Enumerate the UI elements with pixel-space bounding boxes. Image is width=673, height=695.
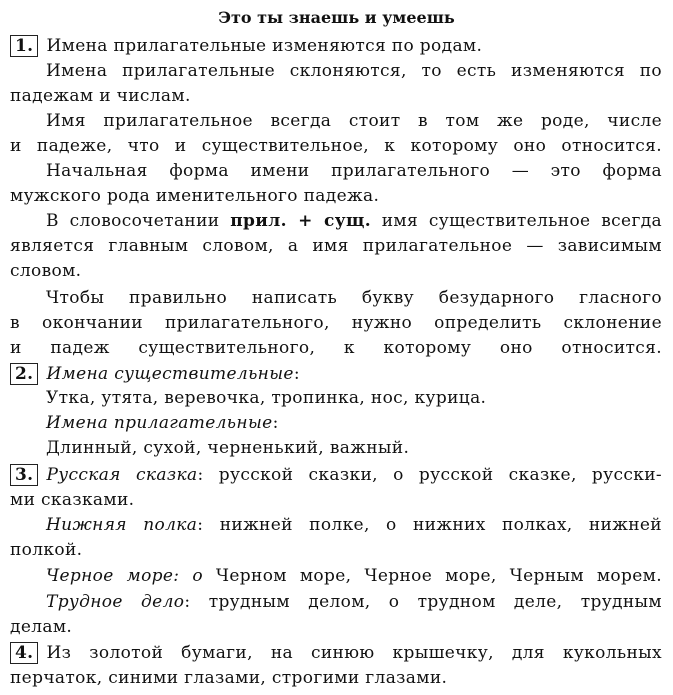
s2-heading-1: 2. Имена существительные: bbox=[10, 362, 662, 386]
exercise-number-2: 2. bbox=[10, 363, 38, 385]
s3-line-b2: полкой. bbox=[10, 540, 83, 560]
s1-p4-line-2: мужского рода именительного падежа. bbox=[10, 186, 380, 206]
s3-line-a1: 3. Русская сказка: русской сказки, о русской сказке, русски- bbox=[10, 463, 662, 487]
page-title: Это ты знаешь и умеешь bbox=[218, 8, 455, 27]
s1-p5-line-1: В словосочетании прил. + сущ. имя существительное всегда bbox=[46, 211, 662, 231]
s1-p5-line-2: является главным словом, а имя прилагательное — зависимым bbox=[10, 236, 662, 256]
s1-p5-line-3: словом. bbox=[10, 261, 82, 281]
s3-line-d1: Трудное дело: трудным делом, о трудном деле, трудным bbox=[46, 592, 662, 612]
exercise-number-4: 4. bbox=[10, 642, 38, 664]
s2-heading-2: Имена прилагательные: bbox=[46, 413, 279, 433]
s1-p6-line-1: Чтобы правильно написать букву безударного гласного bbox=[46, 288, 662, 308]
s1-p3-line-2: и падеже, что и существительное, к которому оно относится. bbox=[10, 136, 662, 156]
s4-line-1: 4. Из золотой бумаги, на синюю крышечку, для кукольных bbox=[10, 641, 662, 665]
s2-adjectives-list: Длинный, сухой, черненький, важный. bbox=[46, 438, 410, 458]
s2-nouns-list: Утка, утята, веревочка, тропинка, нос, курица. bbox=[46, 388, 487, 408]
exercise-number-1: 1. bbox=[10, 35, 38, 57]
s1-p3-line-1: Имя прилагательное всегда стоит в том же роде, числе bbox=[46, 111, 662, 131]
s4-line-2: перчаток, синими глазами, строгими глазами. bbox=[10, 668, 448, 688]
s1-p6-line-2: в окончании прилагательного, нужно определить склонение bbox=[10, 313, 662, 333]
s1-p6-line-3: и падеж существительного, к которому оно относится. bbox=[10, 338, 662, 358]
exercise-number-3: 3. bbox=[10, 464, 38, 486]
s3-line-c: Черное море: о Черном море, Черное море, Черным морем. bbox=[46, 566, 662, 586]
s1-p2-line-2: падежам и числам. bbox=[10, 86, 191, 106]
s1-line-1: 1. Имена прилагательные изменяются по родам. bbox=[10, 34, 662, 58]
s3-line-d2: делам. bbox=[10, 617, 73, 637]
s3-line-b1: Нижняя полка: нижней полке, о нижних полках, нижней bbox=[46, 515, 662, 535]
s1-p4-line-1: Начальная форма имени прилагательного — это форма bbox=[46, 161, 662, 181]
s1-p2-line-1: Имена прилагательные склоняются, то есть изменяются по bbox=[46, 61, 662, 81]
phrase-pattern: прил. + сущ. bbox=[230, 211, 371, 231]
s3-line-a2: ми сказками. bbox=[10, 490, 135, 510]
